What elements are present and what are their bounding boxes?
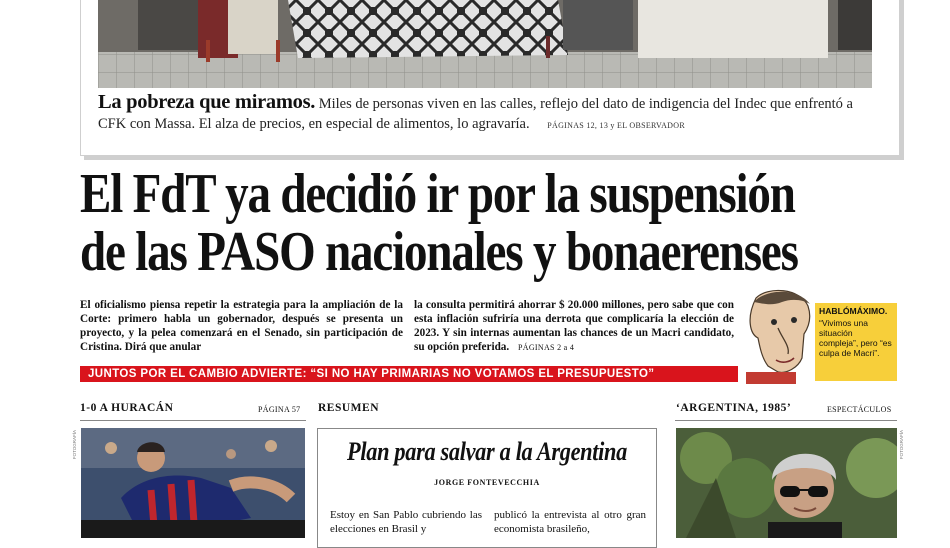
sports-photo[interactable] bbox=[81, 428, 305, 538]
section-divider-right bbox=[675, 420, 897, 421]
section-page-film: ESPECTÁCULOS bbox=[827, 405, 892, 414]
top-story-photo[interactable] bbox=[98, 0, 872, 88]
photo-credit-right: FOTOGRAFÍA bbox=[899, 430, 904, 460]
lead-column-2 bbox=[414, 298, 734, 355]
caption-pages: PÁGINAS 12, 13 y EL OBSERVADOR bbox=[547, 121, 685, 130]
caption-title: La pobreza que miramos. bbox=[98, 91, 316, 113]
red-banner[interactable]: JUNTOS POR EL CAMBIO ADVIERTE: “SI NO HAY PRIMARIAS NO VOTAMOS EL PRESUPUESTO” bbox=[80, 366, 738, 382]
section-label-sports[interactable]: 1-0 A HURACÁN bbox=[80, 402, 174, 414]
headline-line-1: El FdT ya decidió ir por la suspensión bbox=[80, 163, 795, 225]
resumen-byline: JORGE FONTEVECCHIA bbox=[434, 478, 540, 487]
quote-title: HABLÓMÁXIMO. bbox=[819, 306, 888, 316]
resumen-title[interactable]: Plan para salvar a la Argentina bbox=[347, 437, 627, 466]
caption-text: Miles de personas viven en las calles, reflejo del dato de indigencia del Indec que enfrentó a CFK con Massa. El alza de precios, en especial de alimentos, lo agravaría. bbox=[98, 96, 853, 132]
section-label-resumen[interactable]: RESUMEN bbox=[318, 402, 380, 414]
quote-box bbox=[815, 303, 897, 381]
section-divider-left bbox=[80, 420, 306, 421]
resumen-column-2: publicó la entrevista al otro gran economista brasileño, bbox=[494, 509, 646, 535]
lead-column-2-text: la consulta permitirá ahorrar $ 20.000 millones, pero sabe que con esta inflación sufriría una derrota que complicaría la elección de 2023. Y sin internas aumentan las chances de un Macri candidato, su opción preferida. bbox=[414, 299, 734, 353]
film-photo[interactable] bbox=[676, 428, 897, 538]
lead-column-1: El oficialismo piensa repetir la estrategia para la ampliación de la Corte: primero habla un gobernador, después se presenta un proyecto, y la pelea comenzará en el Senado, sin participación de Cristina. Dirá que anular bbox=[80, 299, 403, 353]
resumen-column-1: Estoy en San Pablo cubriendo las elecciones en Brasil y bbox=[330, 509, 482, 535]
photo-credit-left: FOTOGRAFÍA bbox=[72, 430, 77, 460]
lead-pages: PÁGINAS 2 a 4 bbox=[518, 343, 575, 352]
main-headline[interactable] bbox=[80, 163, 798, 283]
top-story-caption bbox=[98, 92, 878, 136]
section-label-film[interactable]: ‘ARGENTINA, 1985’ bbox=[676, 402, 792, 414]
caricature-illustration bbox=[738, 288, 822, 384]
section-page-sports: PÁGINA 57 bbox=[258, 405, 301, 414]
headline-line-2: de las PASO nacionales y bonaerenses bbox=[80, 221, 798, 283]
quote-text: “Vivimos una situación compleja”, pero “es culpa de Macri”. bbox=[819, 318, 892, 358]
